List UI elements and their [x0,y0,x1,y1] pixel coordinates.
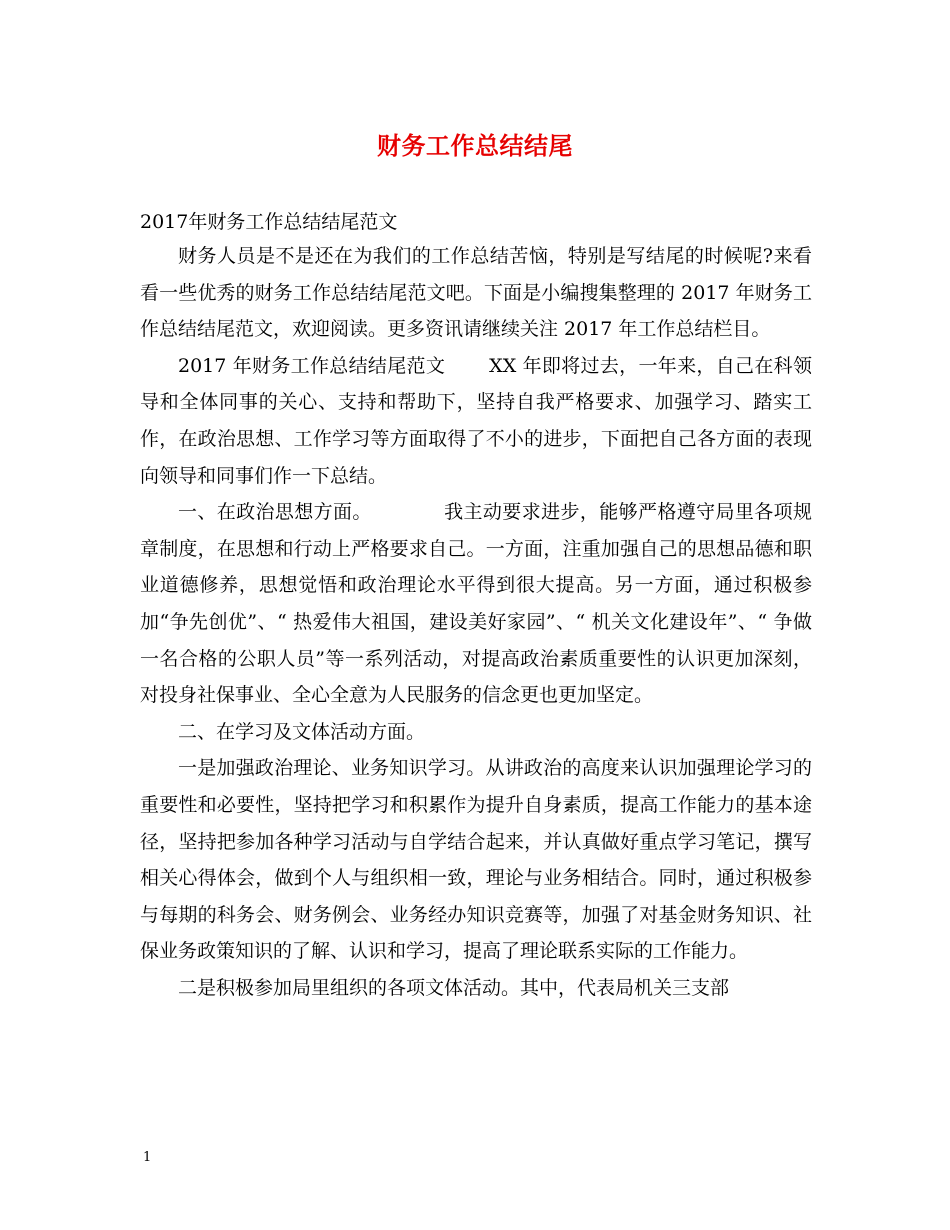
paragraph-intro: 财务人员是不是还在为我们的工作总结苦恼，特别是写结尾的时候呢?来看看一些优秀的财务工作总结结尾范文吧。下面是小编搜集整理的 2017 年财务工作总结结尾范文，欢迎阅读。更多资讯请继续关注 2017 年工作总结栏目。 [140,245,812,341]
page-number: 1 [143,1150,152,1165]
section-heading-study: 二、在学习及文体活动方面。 [178,720,426,743]
paragraph-summary [140,348,812,494]
document-subtitle: 2017年财务工作总结结尾范文 [140,211,398,233]
document-body [140,238,812,1006]
paragraph-study: 一是加强政治理论、业务知识学习。从讲政治的高度来认识加强理论学习的重要性和必要性，坚持把学习和积累作为提升自身素质，提高工作能力的基本途径，坚持把参加各种学习活动与自学结合起来，并认真做好重点学习笔记，撰写相关心得体会，做到个人与组织相一致，理论与业务相结合。同时，通过积极参与每期的科务会、财务例会、业务经办知识竞赛等，加强了对基金财务知识、社保业务政策知识的了解、认识和学习，提高了理论联系实际的工作能力。 [140,757,812,963]
paragraph-heading: 2017 年财务工作总结结尾范文 [178,354,446,377]
page-title: 财务工作总结结尾 [377,131,573,160]
paragraph-activities: 二是积极参加局里组织的各项文体活动。其中，代表局机关三支部 [178,976,730,999]
section-heading-political: 一、在政治思想方面。 [178,501,372,524]
paragraph-text: XX 年即将过去，一年来，自己在科领导和全体同事的关心、支持和帮助下，坚持自我严格要求、加强学习、踏实工作，在政治思想、工作学习等方面取得了不小的进步，下面把自己各方面的表现向领导和同事们作一下总结。 [140,354,812,487]
paragraph-text: 我主动要求进步，能够严格遵守局里各项规章制度，在思想和行动上严格要求自己。一方面，注重加强自己的思想品德和职业道德修养，思想觉悟和政治理论水平得到很大提高。另一方面，通过积极参加“争先创优”、“ 热爱伟大祖国，建设美好家园”、“ 机关文化建设年”、“ 争做一名合格的公职人员”等一系列活动，对提高政治素质重要性的认识更加深刻，对投身社保事业、全心全意为人民服务的信念更也更加坚定。 [140,501,812,707]
paragraph-political [140,494,812,714]
